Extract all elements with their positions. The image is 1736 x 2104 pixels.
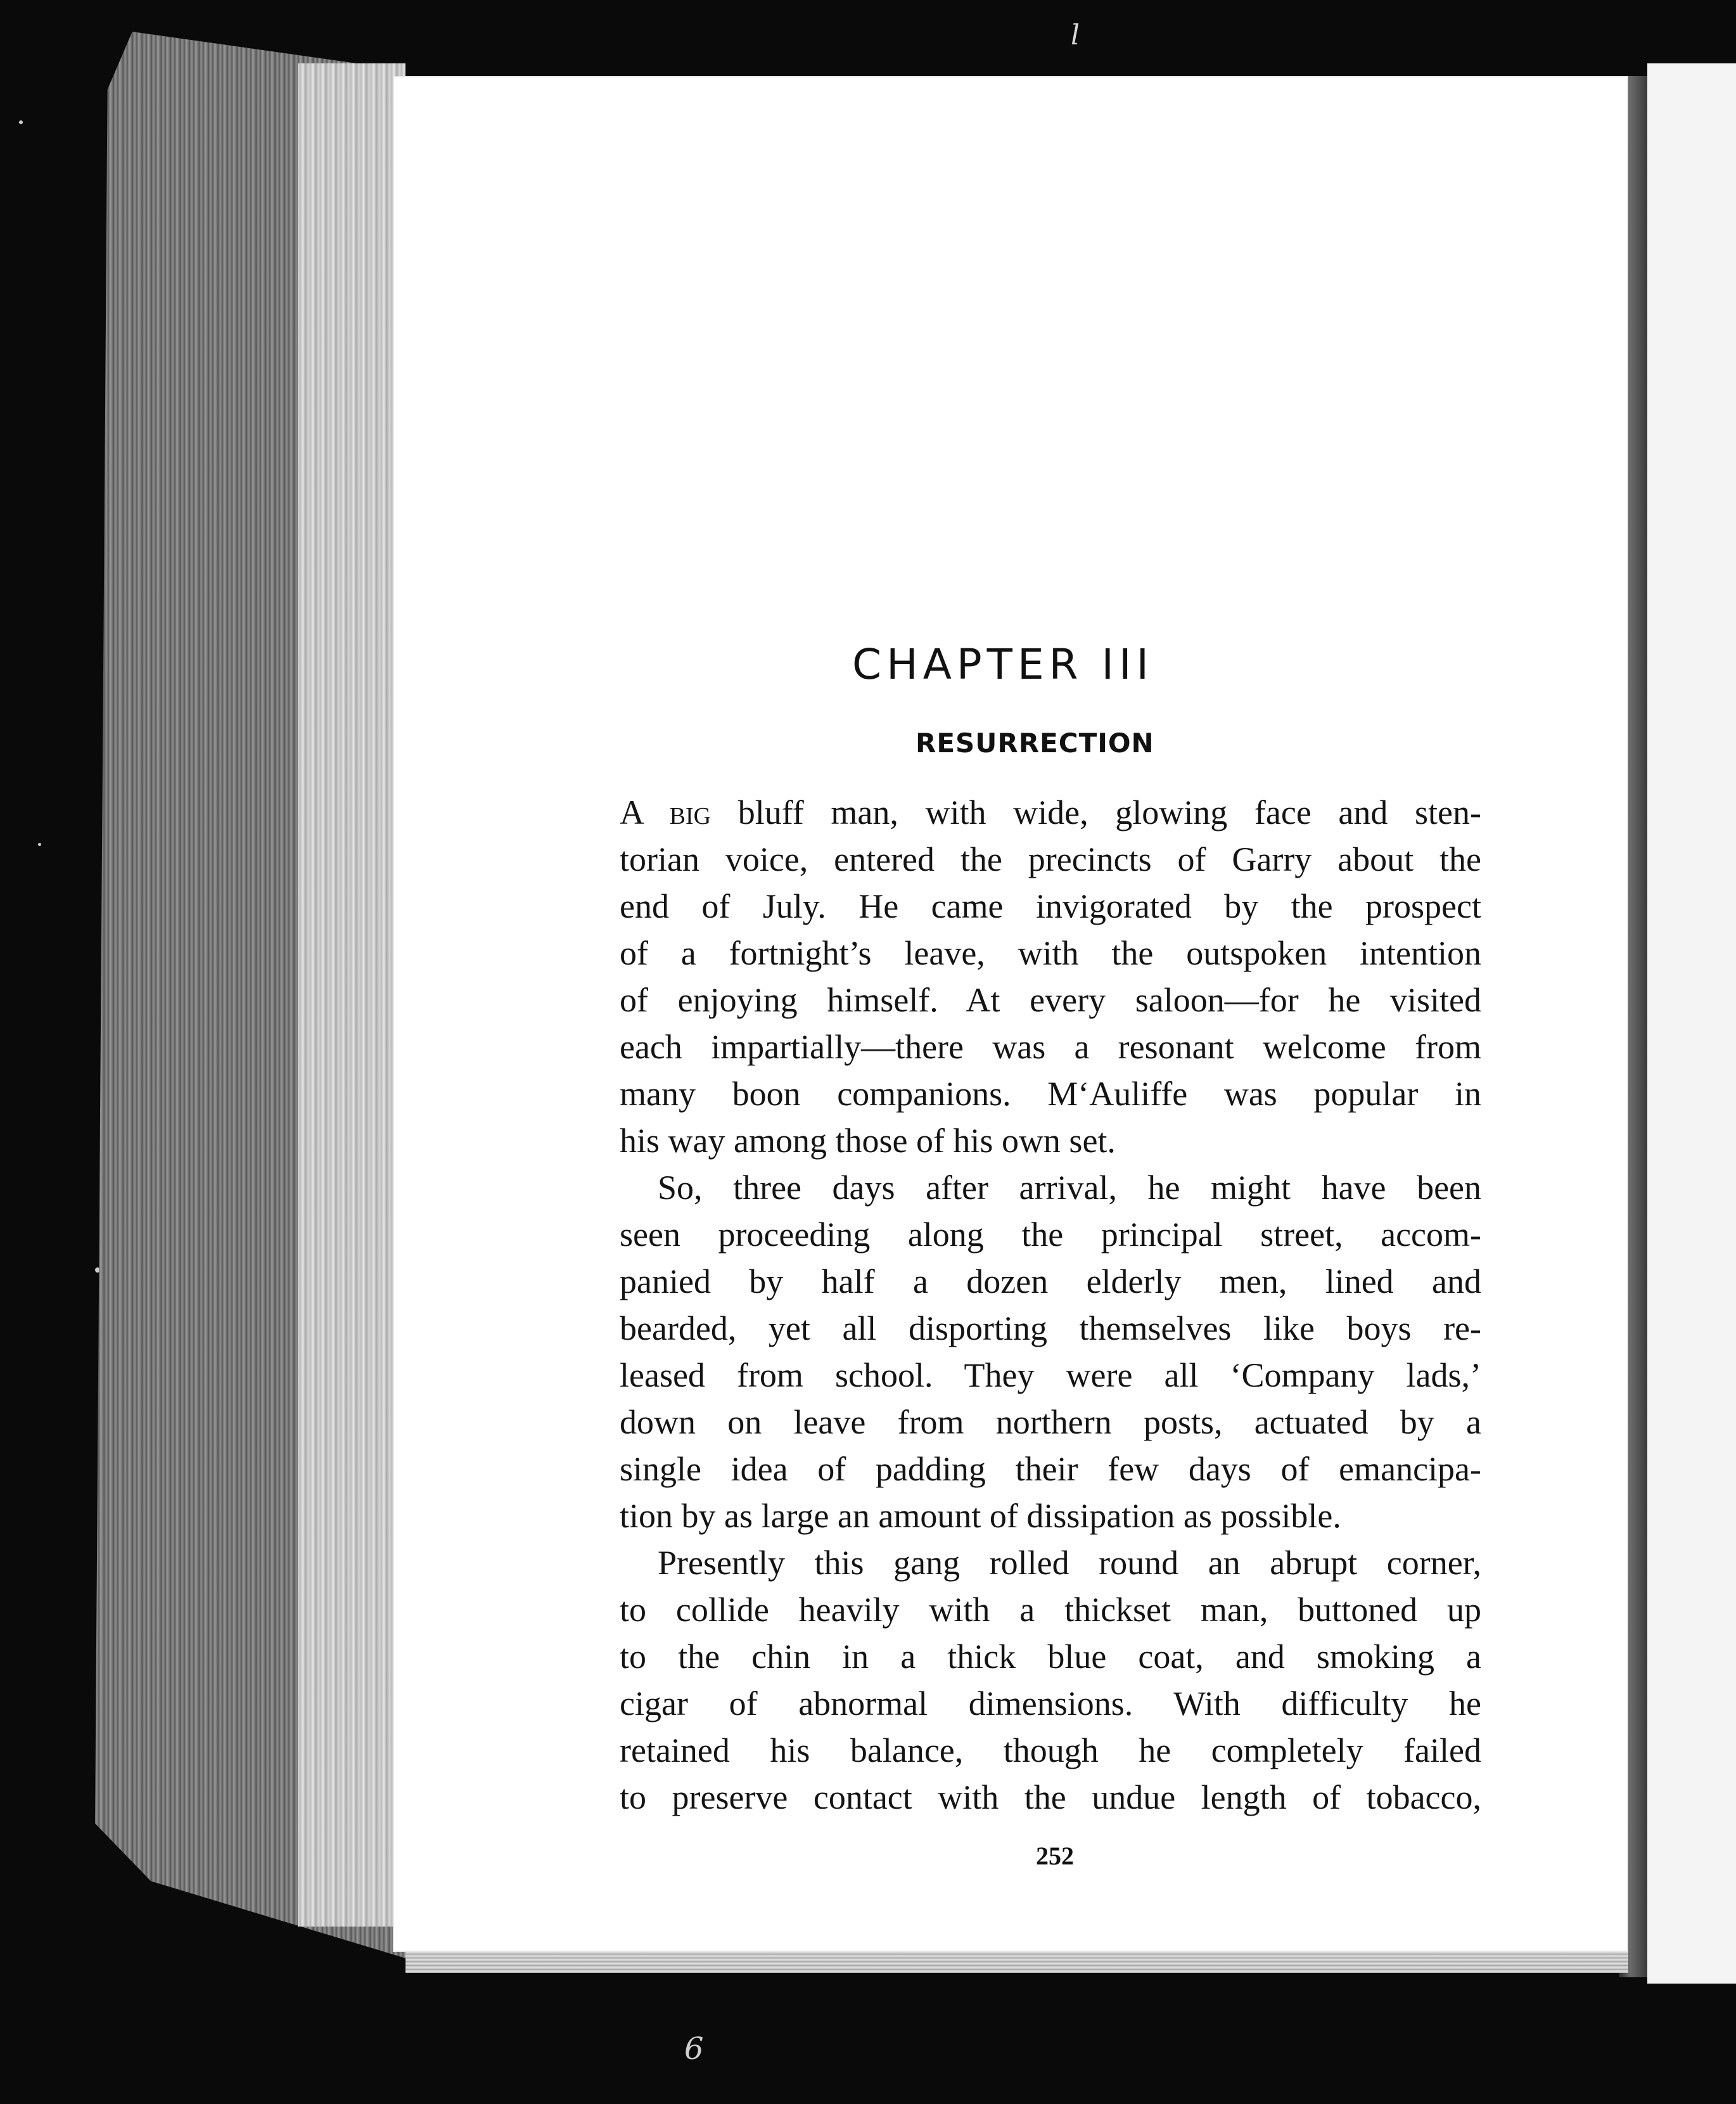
text-line: many boon companions. M‘Auliffe was popular in bbox=[620, 1075, 1481, 1113]
text-line: torian voice, entered the precincts of Garry about the bbox=[620, 840, 1481, 878]
text-line: retained his balance, though he completely failed bbox=[620, 1731, 1481, 1769]
text-line: to the chin in a thick blue coat, and smoking a bbox=[620, 1638, 1481, 1676]
film-speck bbox=[19, 120, 23, 124]
chapter-title: RESURRECTION bbox=[916, 728, 1154, 759]
text-line: of enjoying himself. At every saloon—for he visited bbox=[620, 981, 1481, 1019]
text-line: tion by as large an amount of dissipation as possible. bbox=[620, 1497, 1341, 1535]
text-line: end of July. He came invigorated by the prospect bbox=[620, 887, 1481, 925]
text-line-rest: bluff man, with wide, glowing face and sten- bbox=[711, 793, 1481, 831]
film-margin-mark: 6 bbox=[684, 2031, 704, 2067]
text-line: to collide heavily with a thickset man, buttoned up bbox=[620, 1591, 1481, 1629]
page-stack-inner-edge bbox=[298, 63, 405, 1927]
drop-word: A bbox=[620, 793, 643, 831]
text-line: seen proceeding along the principal street, accom- bbox=[620, 1216, 1481, 1254]
text-line: of a fortnight’s leave, with the outspoken intention bbox=[620, 934, 1481, 972]
body-text bbox=[620, 789, 1481, 1821]
text-line: leased from school. They were all ‘Company lads,’ bbox=[620, 1356, 1481, 1394]
text-line: his way among those of his own set. bbox=[620, 1122, 1116, 1160]
smallcaps-word: big bbox=[669, 793, 712, 831]
text-line: to preserve contact with the undue length of tobacco, bbox=[620, 1778, 1481, 1816]
text-line: single idea of padding their few days of emancipa- bbox=[620, 1450, 1481, 1488]
facing-page-sliver bbox=[1647, 63, 1736, 1984]
film-margin-mark: l bbox=[1071, 19, 1080, 51]
text-line: each impartially—there was a resonant welcome from bbox=[620, 1028, 1481, 1066]
text-line: So, three days after arrival, he might have been bbox=[658, 1169, 1481, 1207]
text-line: Presently this gang rolled round an abrupt corner, bbox=[658, 1544, 1481, 1582]
text-line: bearded, yet all disporting themselves like boys re- bbox=[620, 1309, 1481, 1347]
text-line: panied by half a dozen elderly men, lined and bbox=[620, 1262, 1481, 1300]
page-number: 252 bbox=[1036, 1842, 1074, 1870]
text-line: cigar of abnormal dimensions. With difficulty he bbox=[620, 1684, 1481, 1722]
text-line: down on leave from northern posts, actuated by a bbox=[620, 1403, 1481, 1441]
text-line-first bbox=[620, 789, 1481, 836]
page-bottom-edge bbox=[405, 1949, 1628, 1973]
chapter-heading: CHAPTER III bbox=[852, 640, 1154, 689]
film-speck bbox=[38, 843, 41, 846]
